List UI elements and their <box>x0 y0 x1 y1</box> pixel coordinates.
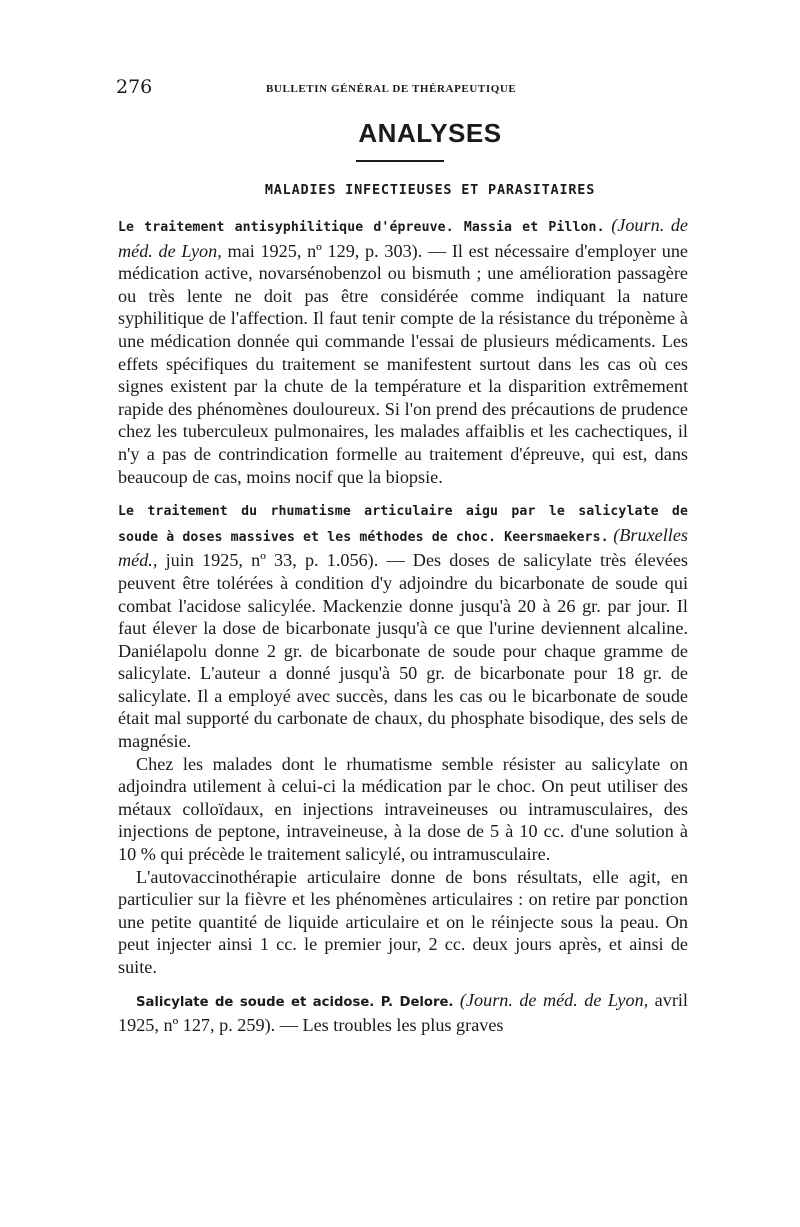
article-heading: Salicylate de soude et acidose. P. Delore. <box>136 994 454 1010</box>
article-reference-details: juin 1925, nº 33, p. 1.056). <box>157 550 379 571</box>
page-number: 276 <box>116 76 153 98</box>
journal-title: BULLETIN GÉNÉRAL DE THÉRAPEUTIQUE <box>266 83 517 95</box>
article-reference: (Journ. de méd. de Lyon, <box>453 989 649 1010</box>
article-body: — Il est nécessaire d'employer une médication active, novarsénobenzol ou bismuth ; une amélioration passagère ou très lente ne doit pas être considérée comme indiquant la nature syphilitique de l'affection. Il faut tenir compte de la résistance du tréponème à une médication donnée qui commande l'essai de plusieurs médicaments. Les effets spécifiques du traitement se manifestent surtout dans les cas où ces signes existent par la chute de la température et la disparition extrêmement rapide des phénomènes douloureux. Si l'on prend des précautions de prudence chez les tuberculeux pulmonaires, les malades affaiblis et les cachectiques, il n'y a pas de contrindication formelle au traitement d'épreuve, qui est, dans beaucoup de cas, moins nocif que la biopsie. <box>118 240 688 487</box>
title-rule <box>356 160 444 162</box>
article-2 <box>118 498 688 753</box>
running-head <box>116 76 686 100</box>
article-reference-details: avril 1925, nº 127, p. 259). <box>118 989 688 1036</box>
article-column <box>118 214 688 1047</box>
article-body: — Des doses de salicylate très élevées peuvent être tolérées à condition d'y adjoindre du bicarbonate de soude qui combat l'acidose salicylée. Mackenzie donne jusqu'à 20 à 26 gr. par jour. Il faut élever la dose de bicarbonate jusqu'à ce que l'urine deviennent alcaline. Daniélapolu donne 2 gr. de bicarbonate de soude pour chaque gramme de salicylate. L'auteur a donné jusqu'à 50 gr. de bicarbonate pour 18 gr. de salicylate. Il a employé avec succès, dans les cas ou le bicarbonate de soude était mal supporté du carbonate de chaux, du phosphate bisodique, des sels de magnésie. <box>118 550 688 752</box>
article-paragraph: L'autovaccinothérapie articulaire donne de bons résultats, elle agit, en particulier sur la fièvre et les phénomènes articulaires : on retire par ponction une petite quantité de liquide articulaire et on le réinjecte sous la peau. On peut injecter ainsi 1 cc. le premier jour, 2 cc. deux jours après, et ainsi de suite. <box>118 866 688 977</box>
article-reference-details: mai 1925, nº 129, p. 303). <box>221 240 423 261</box>
article-heading: Le traitement antisyphilitique d'épreuve. Massia et Pillon. <box>118 220 605 235</box>
article-3 <box>118 989 688 1037</box>
article-paragraph: Chez les malades dont le rhumatisme semble résister au salicylate on adjoindra utilement à celui-ci la médication par le choc. On peut utiliser des métaux colloïdaux, en injections intraveineuses ou intramusculaires, des injections de peptone, intraveineuse, à la dose de 5 à 10 cc. d'une solution à 10 % qui précède le traitement salicylé, ou intramusculaire. <box>118 753 688 865</box>
article-1 <box>118 214 688 488</box>
section-title: ANALYSES <box>358 118 502 148</box>
article-reference: (Journ. de méd. de Lyon, <box>118 215 688 261</box>
article-reference: (Bruxelles méd., <box>118 524 688 571</box>
subsection-title: MALADIES INFECTIEUSES ET PARASITAIRES <box>264 182 596 198</box>
article-heading: Le traitement du rhumatisme articulaire aigu par le salicylate de soude à doses massives et les méthodes de choc. Keersmaekers. <box>118 504 688 545</box>
article-body: — Les troubles les plus graves <box>275 1015 504 1036</box>
